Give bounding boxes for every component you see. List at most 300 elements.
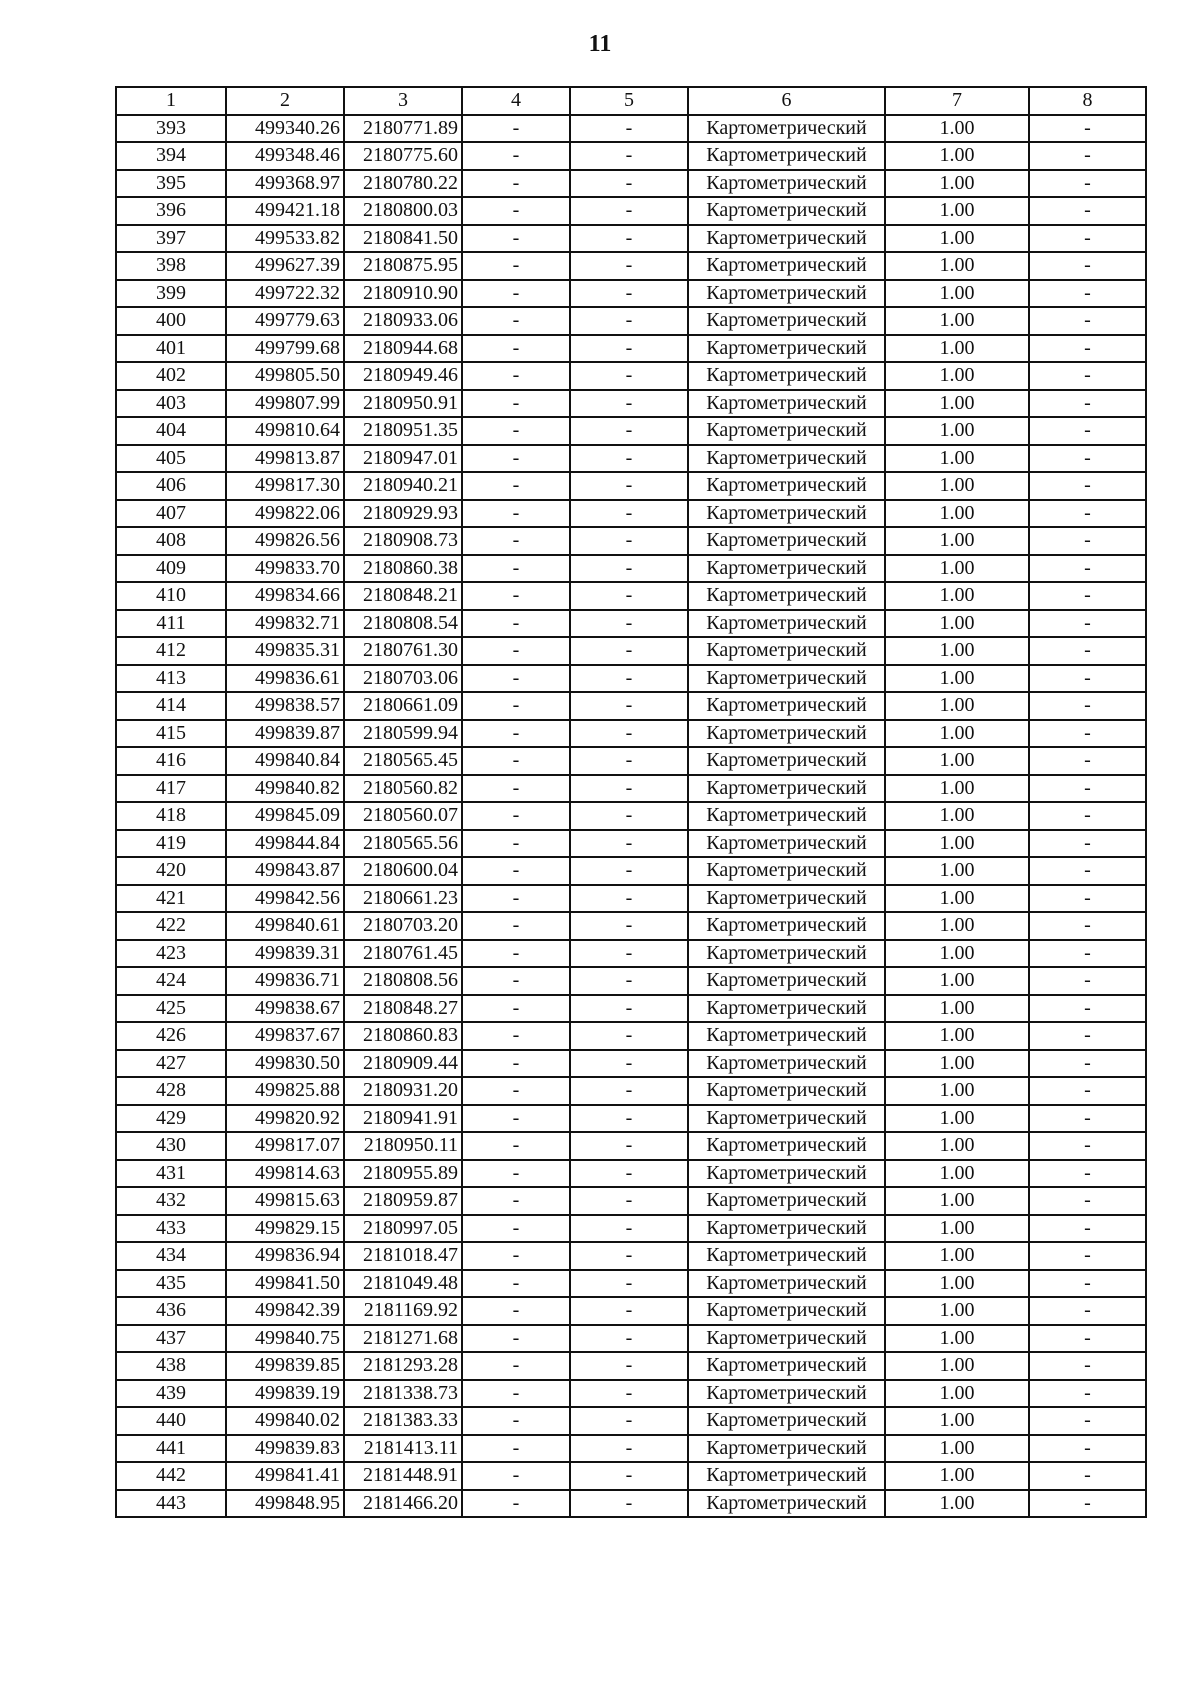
cell-point-number: 434 [116,1242,226,1270]
cell-col-5: - [570,1215,688,1243]
cell-col-8: - [1029,582,1146,610]
cell-accuracy: 1.00 [885,1022,1029,1050]
cell-col-8: - [1029,802,1146,830]
cell-method: Картометрический [688,225,885,253]
cell-method: Картометрический [688,417,885,445]
cell-accuracy: 1.00 [885,390,1029,418]
cell-point-number: 429 [116,1105,226,1133]
cell-accuracy: 1.00 [885,197,1029,225]
cell-y-coordinate: 2180565.56 [344,830,462,858]
cell-x-coordinate: 499813.87 [226,445,344,473]
cell-y-coordinate: 2180955.89 [344,1160,462,1188]
cell-accuracy: 1.00 [885,830,1029,858]
cell-accuracy: 1.00 [885,912,1029,940]
cell-col-5: - [570,610,688,638]
cell-x-coordinate: 499822.06 [226,500,344,528]
cell-col-4: - [462,170,570,198]
table-row [116,1022,1146,1050]
cell-accuracy: 1.00 [885,307,1029,335]
cell-accuracy: 1.00 [885,885,1029,913]
table-row [116,1242,1146,1270]
table-row [116,802,1146,830]
table-row [116,197,1146,225]
table-row [116,170,1146,198]
cell-point-number: 403 [116,390,226,418]
cell-y-coordinate: 2180910.90 [344,280,462,308]
cell-point-number: 420 [116,857,226,885]
cell-col-8: - [1029,912,1146,940]
table-row [116,692,1146,720]
cell-accuracy: 1.00 [885,610,1029,638]
column-header-6: 6 [688,87,885,115]
cell-col-4: - [462,692,570,720]
cell-method: Картометрический [688,252,885,280]
cell-col-8: - [1029,775,1146,803]
cell-col-4: - [462,1297,570,1325]
cell-col-4: - [462,885,570,913]
cell-col-4: - [462,802,570,830]
cell-x-coordinate: 499837.67 [226,1022,344,1050]
cell-col-4: - [462,1407,570,1435]
cell-method: Картометрический [688,775,885,803]
cell-method: Картометрический [688,692,885,720]
table-row [116,527,1146,555]
cell-accuracy: 1.00 [885,1160,1029,1188]
cell-y-coordinate: 2180703.20 [344,912,462,940]
cell-y-coordinate: 2180661.09 [344,692,462,720]
cell-method: Картометрический [688,802,885,830]
cell-accuracy: 1.00 [885,170,1029,198]
cell-x-coordinate: 499842.39 [226,1297,344,1325]
cell-method: Картометрический [688,197,885,225]
table-row [116,225,1146,253]
cell-point-number: 423 [116,940,226,968]
cell-y-coordinate: 2181271.68 [344,1325,462,1353]
cell-col-4: - [462,637,570,665]
cell-accuracy: 1.00 [885,1050,1029,1078]
cell-col-8: - [1029,1352,1146,1380]
cell-x-coordinate: 499840.61 [226,912,344,940]
cell-col-4: - [462,1490,570,1518]
cell-point-number: 404 [116,417,226,445]
cell-col-5: - [570,252,688,280]
cell-method: Картометрический [688,582,885,610]
cell-col-4: - [462,747,570,775]
cell-x-coordinate: 499845.09 [226,802,344,830]
cell-col-5: - [570,1022,688,1050]
cell-y-coordinate: 2180950.11 [344,1132,462,1160]
cell-col-8: - [1029,362,1146,390]
cell-y-coordinate: 2180599.94 [344,720,462,748]
cell-accuracy: 1.00 [885,1352,1029,1380]
cell-accuracy: 1.00 [885,417,1029,445]
cell-col-4: - [462,115,570,143]
cell-method: Картометрический [688,142,885,170]
cell-point-number: 397 [116,225,226,253]
table-row [116,362,1146,390]
cell-col-4: - [462,1077,570,1105]
cell-col-5: - [570,280,688,308]
cell-y-coordinate: 2180661.23 [344,885,462,913]
cell-col-8: - [1029,1077,1146,1105]
cell-y-coordinate: 2181293.28 [344,1352,462,1380]
cell-col-4: - [462,830,570,858]
cell-accuracy: 1.00 [885,775,1029,803]
cell-accuracy: 1.00 [885,280,1029,308]
cell-y-coordinate: 2180931.20 [344,1077,462,1105]
cell-col-4: - [462,445,570,473]
cell-col-5: - [570,1462,688,1490]
cell-col-4: - [462,1022,570,1050]
cell-y-coordinate: 2180959.87 [344,1187,462,1215]
cell-y-coordinate: 2181383.33 [344,1407,462,1435]
cell-point-number: 416 [116,747,226,775]
cell-col-4: - [462,1132,570,1160]
cell-col-8: - [1029,885,1146,913]
cell-method: Картометрический [688,280,885,308]
table-row [116,857,1146,885]
cell-col-5: - [570,1132,688,1160]
cell-col-8: - [1029,1270,1146,1298]
cell-method: Картометрический [688,527,885,555]
cell-y-coordinate: 2181338.73 [344,1380,462,1408]
cell-col-8: - [1029,335,1146,363]
table-row [116,1160,1146,1188]
cell-x-coordinate: 499839.85 [226,1352,344,1380]
table-row [116,1435,1146,1463]
cell-col-8: - [1029,830,1146,858]
cell-point-number: 418 [116,802,226,830]
cell-accuracy: 1.00 [885,1380,1029,1408]
cell-method: Картометрический [688,912,885,940]
cell-col-4: - [462,197,570,225]
cell-accuracy: 1.00 [885,665,1029,693]
cell-col-4: - [462,967,570,995]
cell-y-coordinate: 2180771.89 [344,115,462,143]
cell-accuracy: 1.00 [885,252,1029,280]
cell-col-5: - [570,1380,688,1408]
cell-point-number: 401 [116,335,226,363]
cell-y-coordinate: 2181448.91 [344,1462,462,1490]
cell-col-4: - [462,582,570,610]
cell-method: Картометрический [688,335,885,363]
table-row [116,995,1146,1023]
cell-col-5: - [570,940,688,968]
cell-x-coordinate: 499421.18 [226,197,344,225]
cell-col-8: - [1029,1325,1146,1353]
cell-col-5: - [570,775,688,803]
cell-col-8: - [1029,115,1146,143]
cell-x-coordinate: 499840.02 [226,1407,344,1435]
cell-x-coordinate: 499839.87 [226,720,344,748]
cell-point-number: 413 [116,665,226,693]
cell-col-8: - [1029,225,1146,253]
cell-method: Картометрический [688,1407,885,1435]
cell-x-coordinate: 499817.30 [226,472,344,500]
column-header-4: 4 [462,87,570,115]
cell-col-4: - [462,610,570,638]
cell-x-coordinate: 499810.64 [226,417,344,445]
cell-method: Картометрический [688,1160,885,1188]
cell-x-coordinate: 499805.50 [226,362,344,390]
cell-col-8: - [1029,1050,1146,1078]
cell-x-coordinate: 499340.26 [226,115,344,143]
cell-y-coordinate: 2180848.27 [344,995,462,1023]
cell-accuracy: 1.00 [885,1462,1029,1490]
cell-col-5: - [570,527,688,555]
cell-col-4: - [462,417,570,445]
cell-col-5: - [570,1407,688,1435]
cell-y-coordinate: 2180560.07 [344,802,462,830]
cell-x-coordinate: 499825.88 [226,1077,344,1105]
cell-y-coordinate: 2181413.11 [344,1435,462,1463]
cell-method: Картометрический [688,940,885,968]
cell-point-number: 415 [116,720,226,748]
cell-point-number: 410 [116,582,226,610]
cell-x-coordinate: 499839.19 [226,1380,344,1408]
cell-method: Картометрический [688,1050,885,1078]
cell-col-4: - [462,472,570,500]
cell-col-8: - [1029,1462,1146,1490]
cell-y-coordinate: 2180808.54 [344,610,462,638]
cell-y-coordinate: 2180800.03 [344,197,462,225]
cell-x-coordinate: 499627.39 [226,252,344,280]
cell-col-5: - [570,857,688,885]
cell-method: Картометрический [688,967,885,995]
cell-col-5: - [570,1352,688,1380]
cell-accuracy: 1.00 [885,335,1029,363]
cell-method: Картометрический [688,1435,885,1463]
column-header-7: 7 [885,87,1029,115]
cell-point-number: 433 [116,1215,226,1243]
cell-point-number: 396 [116,197,226,225]
cell-point-number: 414 [116,692,226,720]
cell-point-number: 428 [116,1077,226,1105]
cell-col-5: - [570,1325,688,1353]
cell-col-8: - [1029,390,1146,418]
table-row [116,390,1146,418]
cell-y-coordinate: 2180947.01 [344,445,462,473]
cell-point-number: 430 [116,1132,226,1160]
table-row [116,775,1146,803]
cell-col-4: - [462,335,570,363]
cell-method: Картометрический [688,610,885,638]
cell-accuracy: 1.00 [885,362,1029,390]
cell-accuracy: 1.00 [885,1270,1029,1298]
cell-col-5: - [570,1490,688,1518]
cell-y-coordinate: 2180775.60 [344,142,462,170]
cell-col-4: - [462,1352,570,1380]
cell-point-number: 431 [116,1160,226,1188]
table-row [116,1325,1146,1353]
cell-point-number: 399 [116,280,226,308]
cell-y-coordinate: 2180860.83 [344,1022,462,1050]
cell-col-4: - [462,1050,570,1078]
cell-col-5: - [570,472,688,500]
cell-x-coordinate: 499533.82 [226,225,344,253]
cell-point-number: 439 [116,1380,226,1408]
cell-col-8: - [1029,1022,1146,1050]
cell-col-8: - [1029,967,1146,995]
cell-accuracy: 1.00 [885,225,1029,253]
cell-col-5: - [570,665,688,693]
cell-col-8: - [1029,417,1146,445]
cell-method: Картометрический [688,995,885,1023]
cell-col-4: - [462,390,570,418]
cell-y-coordinate: 2180841.50 [344,225,462,253]
table-row [116,912,1146,940]
cell-method: Картометрический [688,1352,885,1380]
cell-point-number: 438 [116,1352,226,1380]
cell-method: Картометрический [688,1215,885,1243]
cell-method: Картометрический [688,1490,885,1518]
cell-method: Картометрический [688,170,885,198]
table-row [116,1077,1146,1105]
cell-method: Картометрический [688,637,885,665]
cell-col-8: - [1029,170,1146,198]
cell-x-coordinate: 499814.63 [226,1160,344,1188]
cell-col-4: - [462,500,570,528]
cell-y-coordinate: 2180909.44 [344,1050,462,1078]
cell-accuracy: 1.00 [885,1325,1029,1353]
cell-col-4: - [462,252,570,280]
cell-method: Картометрический [688,445,885,473]
cell-accuracy: 1.00 [885,445,1029,473]
table-row [116,1380,1146,1408]
cell-point-number: 411 [116,610,226,638]
table-row [116,885,1146,913]
cell-col-8: - [1029,692,1146,720]
table-row [116,1270,1146,1298]
table-row [116,1490,1146,1518]
cell-accuracy: 1.00 [885,1132,1029,1160]
cell-col-4: - [462,1187,570,1215]
cell-y-coordinate: 2181169.92 [344,1297,462,1325]
table-row [116,747,1146,775]
cell-point-number: 441 [116,1435,226,1463]
cell-col-5: - [570,1435,688,1463]
cell-point-number: 426 [116,1022,226,1050]
cell-col-5: - [570,747,688,775]
cell-method: Картометрический [688,115,885,143]
cell-y-coordinate: 2180860.38 [344,555,462,583]
cell-method: Картометрический [688,720,885,748]
cell-point-number: 427 [116,1050,226,1078]
cell-method: Картометрический [688,362,885,390]
cell-y-coordinate: 2180933.06 [344,307,462,335]
table-row [116,417,1146,445]
cell-y-coordinate: 2180875.95 [344,252,462,280]
table-row [116,1407,1146,1435]
cell-point-number: 442 [116,1462,226,1490]
cell-col-8: - [1029,665,1146,693]
cell-col-8: - [1029,1297,1146,1325]
cell-col-5: - [570,692,688,720]
cell-col-8: - [1029,555,1146,583]
cell-x-coordinate: 499832.71 [226,610,344,638]
table-row [116,1050,1146,1078]
cell-x-coordinate: 499843.87 [226,857,344,885]
cell-col-5: - [570,830,688,858]
cell-point-number: 424 [116,967,226,995]
table-row [116,1105,1146,1133]
cell-accuracy: 1.00 [885,527,1029,555]
table-row [116,830,1146,858]
cell-y-coordinate: 2180950.91 [344,390,462,418]
cell-x-coordinate: 499826.56 [226,527,344,555]
cell-col-4: - [462,940,570,968]
cell-point-number: 405 [116,445,226,473]
coordinates-table [115,86,1147,1518]
column-header-3: 3 [344,87,462,115]
cell-method: Картометрический [688,1132,885,1160]
cell-col-4: - [462,225,570,253]
cell-x-coordinate: 499368.97 [226,170,344,198]
cell-x-coordinate: 499841.50 [226,1270,344,1298]
cell-x-coordinate: 499836.71 [226,967,344,995]
cell-col-5: - [570,1242,688,1270]
cell-col-5: - [570,307,688,335]
cell-y-coordinate: 2180560.82 [344,775,462,803]
cell-point-number: 412 [116,637,226,665]
cell-accuracy: 1.00 [885,940,1029,968]
cell-x-coordinate: 499836.94 [226,1242,344,1270]
cell-x-coordinate: 499841.41 [226,1462,344,1490]
cell-col-8: - [1029,527,1146,555]
cell-col-5: - [570,225,688,253]
cell-col-8: - [1029,1380,1146,1408]
cell-col-5: - [570,335,688,363]
cell-col-4: - [462,912,570,940]
table-row [116,1132,1146,1160]
table-row [116,307,1146,335]
cell-method: Картометрический [688,390,885,418]
cell-col-5: - [570,1160,688,1188]
cell-point-number: 394 [116,142,226,170]
cell-col-5: - [570,417,688,445]
cell-x-coordinate: 499835.31 [226,637,344,665]
cell-accuracy: 1.00 [885,720,1029,748]
cell-accuracy: 1.00 [885,555,1029,583]
cell-col-5: - [570,802,688,830]
cell-method: Картометрический [688,500,885,528]
cell-col-8: - [1029,995,1146,1023]
cell-y-coordinate: 2180929.93 [344,500,462,528]
cell-x-coordinate: 499840.75 [226,1325,344,1353]
cell-method: Картометрический [688,885,885,913]
cell-y-coordinate: 2180941.91 [344,1105,462,1133]
cell-col-5: - [570,1187,688,1215]
table-row [116,1297,1146,1325]
cell-col-8: - [1029,1187,1146,1215]
table-row [116,1215,1146,1243]
cell-method: Картометрический [688,1022,885,1050]
cell-point-number: 398 [116,252,226,280]
cell-point-number: 440 [116,1407,226,1435]
cell-y-coordinate: 2180780.22 [344,170,462,198]
cell-method: Картометрический [688,1077,885,1105]
cell-col-5: - [570,967,688,995]
cell-col-4: - [462,555,570,583]
cell-point-number: 443 [116,1490,226,1518]
cell-col-8: - [1029,307,1146,335]
cell-point-number: 393 [116,115,226,143]
cell-col-5: - [570,582,688,610]
cell-col-4: - [462,307,570,335]
cell-col-8: - [1029,445,1146,473]
cell-col-5: - [570,197,688,225]
cell-col-8: - [1029,1160,1146,1188]
